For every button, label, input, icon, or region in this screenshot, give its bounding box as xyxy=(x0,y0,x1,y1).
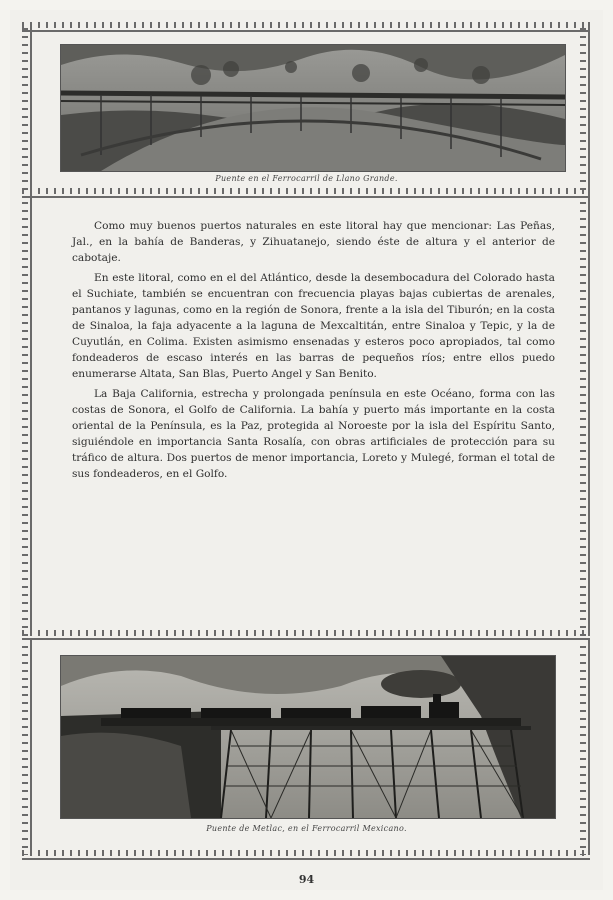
paragraph-2: En este litoral, como en el del Atlántico, desde la desembocadura del Colorado hasta el Suchiate, también se encuentran con frecuencia playas bajas cubiertas de arenales, pantanos y lagunas, como en la región de Sonora, frente a la isla del Tiburón; en la costa de Sinaloa, la faja adyacente a la laguna de Mexcaltitán, entre Sinaloa y Tepic, y la de Cuyutlán, en Colima. Existen asimismo ensenadas y esteros poco apropiados, tal como fondeaderos de escaso interés en las barras de pequeños ríos; entre ellos puedo enumerarse Altata, San Blas, Puerto Angel y San Benito. xyxy=(72,272,555,380)
top-frame-border-right xyxy=(580,22,590,198)
bottom-bridge-illustration xyxy=(61,656,555,818)
bottom-frame-border-bottom xyxy=(22,850,590,860)
top-bridge-illustration xyxy=(61,45,565,171)
top-frame-border-bottom xyxy=(22,188,590,198)
bottom-bridge-photo xyxy=(60,655,556,819)
paragraph-1: Como muy buenos puertos naturales en este litoral hay que mencionar: Las Peñas, Jal., en la bahía de Banderas, y Zihuatanejo, siendo éste de altura y el anterior de cabotaje. xyxy=(72,220,555,264)
body-text xyxy=(72,218,555,486)
paragraph-3: La Baja California, estrecha y prolongada península en este Océano, forma con las costas de Sonora, el Golfo de California. La bahía y puerto más importante en la costa oriental de la Península, es la Paz, protegida al Noroeste por la isla del Espíritu Santo, siguiéndole en importancia Santa Rosalía, con obras artificiales de protección para su tráfico de altura. Dos puertos de menor importancia, Loreto y Mulegé, forman el total de sus fondeaderos, en el Golfo. xyxy=(72,388,555,480)
top-frame-border-left xyxy=(22,22,32,198)
bottom-photo-caption: Puente de Metlac, en el Ferrocarril Mexicano. xyxy=(206,824,407,833)
text-frame-border-bottom xyxy=(22,630,590,640)
bottom-frame-border-left xyxy=(22,640,32,855)
top-bridge-photo xyxy=(60,44,566,172)
page-number: 94 xyxy=(298,873,315,886)
text-frame-border-right xyxy=(580,196,590,636)
top-frame-border-top xyxy=(22,22,590,32)
bottom-frame-border-right xyxy=(580,640,590,855)
top-photo-caption: Puente en el Ferrocarril de Llano Grande. xyxy=(215,174,398,183)
text-frame-border-left xyxy=(22,196,32,636)
